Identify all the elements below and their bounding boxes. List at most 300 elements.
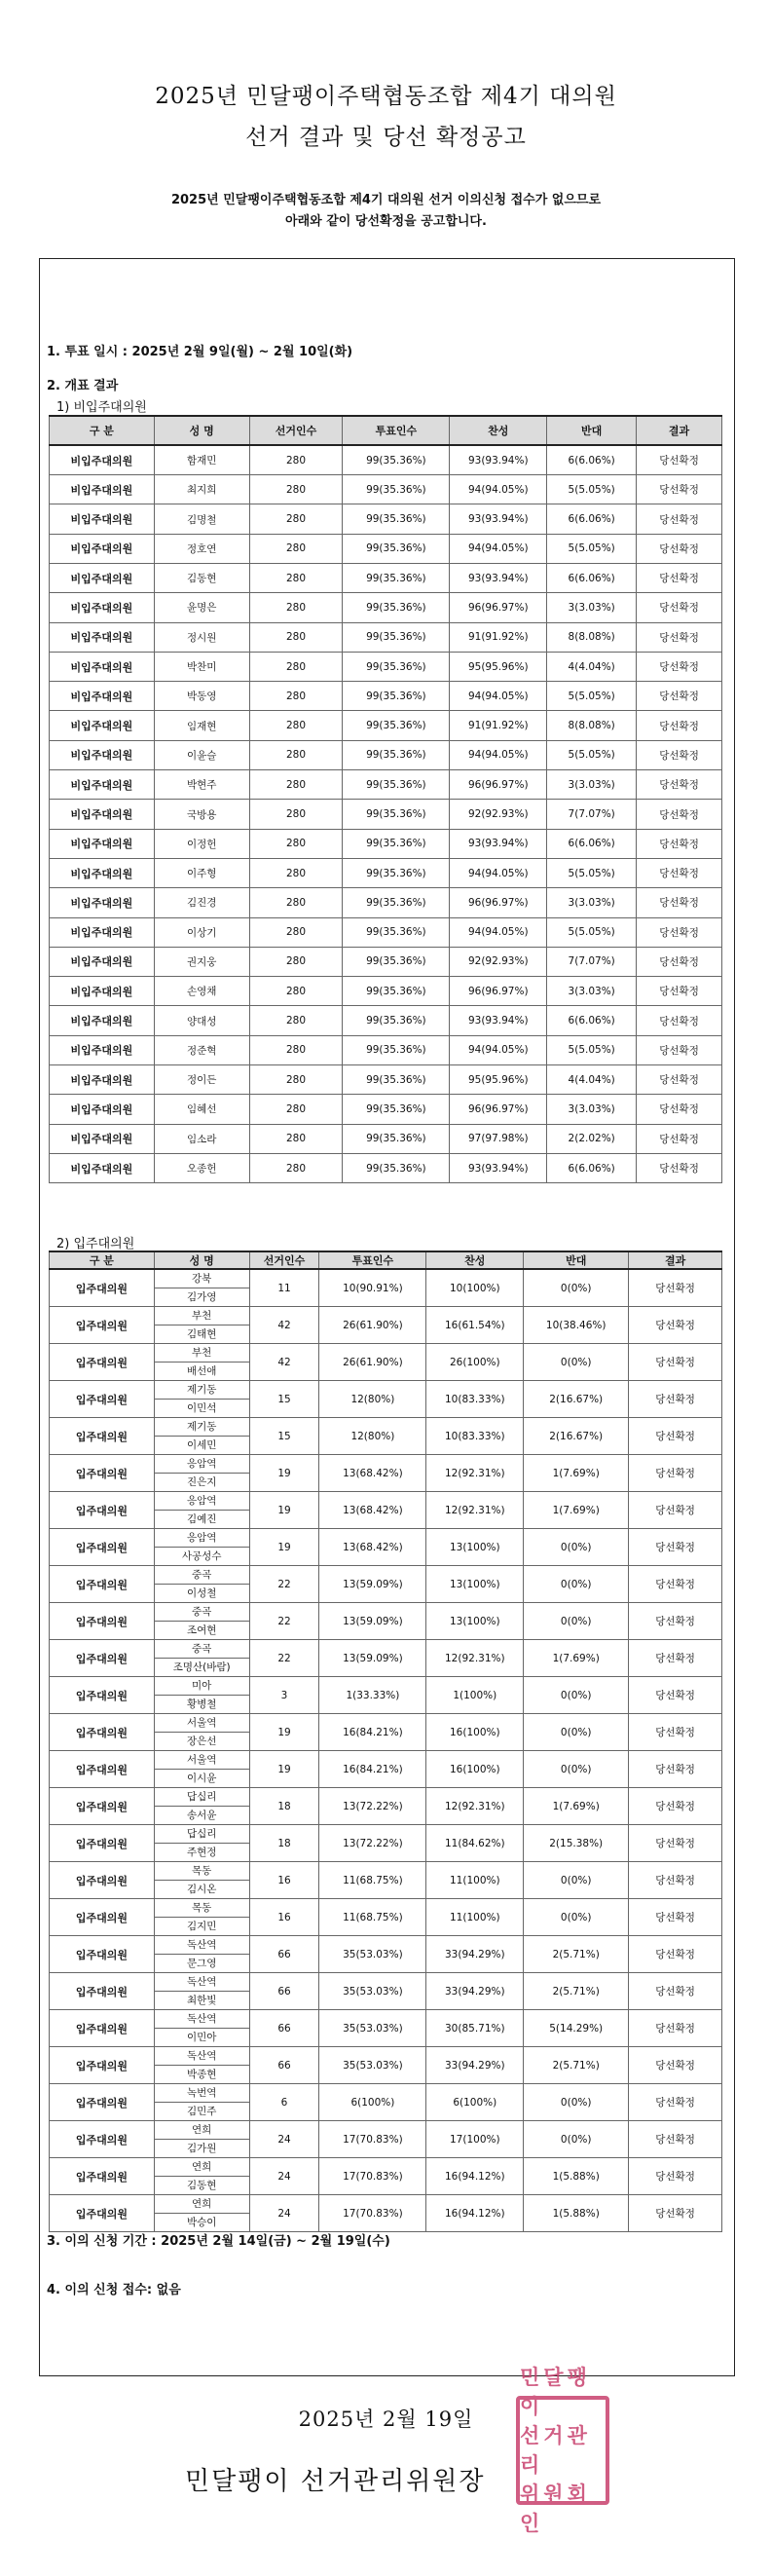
objection-period-heading: 3. 이의 신청 기간 : 2025년 2월 14일(금) ~ 2월 19일(수) (47, 2234, 390, 2249)
cell-oppose: 3(3.03%) (547, 888, 637, 917)
cell-oppose: 4(4.04%) (547, 652, 637, 681)
cell-name: 김태현 (186, 1327, 217, 1340)
cell-name: 이시윤 (186, 1772, 217, 1784)
cell-result: 당선확정 (629, 1269, 722, 1307)
cell-voters: 18 (249, 1825, 319, 1862)
table-row (50, 1529, 722, 1566)
table-row (50, 1566, 722, 1603)
cell-approve: 12(92.31%) (426, 1788, 524, 1825)
cell-turnout: 99(35.36%) (343, 1153, 450, 1182)
cell-name: 임혜선 (154, 1095, 249, 1124)
cell-name: 사공성수 (181, 1549, 222, 1562)
house-name-stack (155, 1862, 249, 1898)
cell-oppose: 0(0%) (524, 1862, 629, 1899)
cell-result: 당선확정 (637, 622, 722, 652)
table-row (50, 1677, 722, 1714)
cell-house: 제기동 (155, 1418, 249, 1437)
cell-category: 비입주대의원 (50, 593, 155, 622)
cell-house-name (154, 2084, 249, 2121)
cell-approve: 10(83.33%) (426, 1418, 524, 1455)
cell-voters: 42 (249, 1307, 319, 1344)
cell-house-name (154, 1529, 249, 1566)
cell-house: 응암역 (155, 1492, 249, 1511)
cell-voters: 24 (249, 2121, 319, 2158)
table-row (50, 1973, 722, 2010)
cell-result: 당선확정 (637, 1006, 722, 1035)
cell-voters: 66 (249, 1973, 319, 2010)
cell-house: 답십리 (155, 1788, 249, 1807)
cell-approve: 30(85.71%) (426, 2010, 524, 2047)
cell-approve: 33(94.29%) (426, 1973, 524, 2010)
cell-name: 김시온 (186, 1883, 217, 1895)
cell-category: 입주대의원 (50, 1899, 155, 1936)
cell-voters: 19 (249, 1529, 319, 1566)
cell-category: 입주대의원 (50, 1455, 155, 1492)
cell-result: 당선확정 (637, 711, 722, 740)
table-row (50, 445, 722, 474)
table-row (50, 1307, 722, 1344)
cell-oppose: 2(15.38%) (524, 1825, 629, 1862)
cell-category: 비입주대의원 (50, 622, 155, 652)
cell-approve: 97(97.98%) (450, 1124, 547, 1153)
cell-turnout: 99(35.36%) (343, 1006, 450, 1035)
cell-turnout: 99(35.36%) (343, 1124, 450, 1153)
cell-name: 김예진 (186, 1512, 217, 1525)
cell-turnout: 99(35.36%) (343, 829, 450, 858)
cell-approve: 96(96.97%) (450, 888, 547, 917)
cell-oppose: 5(5.05%) (547, 740, 637, 769)
cell-house: 중곡 (155, 1640, 249, 1659)
header-voters: 선거인수 (249, 1251, 319, 1269)
cell-oppose: 1(5.88%) (524, 2195, 629, 2232)
cell-approve: 93(93.94%) (450, 1006, 547, 1035)
cell-turnout: 13(68.42%) (319, 1455, 426, 1492)
cell-voters: 280 (249, 445, 343, 474)
cell-house: 중곡 (155, 1566, 249, 1585)
cell-oppose: 3(3.03%) (547, 1095, 637, 1124)
table-row (50, 1035, 722, 1064)
cell-category: 입주대의원 (50, 1381, 155, 1418)
cell-name: 박찬미 (154, 652, 249, 681)
cell-approve: 94(94.05%) (450, 682, 547, 711)
cell-approve: 10(83.33%) (426, 1381, 524, 1418)
cell-approve: 11(84.62%) (426, 1825, 524, 1862)
cell-result: 당선확정 (629, 1751, 722, 1788)
header-voters: 선거인수 (249, 416, 343, 445)
cell-approve: 26(100%) (426, 1344, 524, 1381)
table-row (50, 917, 722, 947)
cell-house-name (154, 1307, 249, 1344)
cell-turnout: 26(61.90%) (319, 1344, 426, 1381)
cell-result: 당선확정 (637, 1095, 722, 1124)
cell-oppose: 5(5.05%) (547, 682, 637, 711)
cell-name: 김가영 (186, 1290, 217, 1303)
cell-oppose: 2(5.71%) (524, 2047, 629, 2084)
seal-text-line: 민달팽이 (520, 2365, 591, 2418)
cell-turnout: 99(35.36%) (343, 563, 450, 592)
cell-voters: 280 (249, 947, 343, 976)
cell-voters: 280 (249, 563, 343, 592)
cell-category: 비입주대의원 (50, 917, 155, 947)
house-name-stack (155, 1899, 249, 1935)
cell-turnout: 6(100%) (319, 2084, 426, 2121)
cell-name: 임재현 (154, 711, 249, 740)
cell-result: 당선확정 (637, 563, 722, 592)
table-row (50, 1269, 722, 1307)
cell-result: 당선확정 (637, 770, 722, 800)
cell-approve: 93(93.94%) (450, 829, 547, 858)
cell-turnout: 99(35.36%) (343, 888, 450, 917)
cell-category: 입주대의원 (50, 1640, 155, 1677)
table-row (50, 1788, 722, 1825)
table-row (50, 563, 722, 592)
cell-category: 비입주대의원 (50, 1035, 155, 1064)
cell-oppose: 0(0%) (524, 1344, 629, 1381)
cell-result: 당선확정 (637, 1035, 722, 1064)
cell-oppose: 6(6.06%) (547, 504, 637, 534)
house-name-stack (155, 1455, 249, 1491)
cell-turnout: 1(33.33%) (319, 1677, 426, 1714)
resident-results-table (49, 1251, 722, 2232)
cell-category: 입주대의원 (50, 1307, 155, 1344)
cell-turnout: 17(70.83%) (319, 2121, 426, 2158)
cell-name: 정시원 (154, 622, 249, 652)
cell-turnout: 13(72.22%) (319, 1788, 426, 1825)
cell-name: 임소라 (154, 1124, 249, 1153)
cell-approve: 13(100%) (426, 1566, 524, 1603)
cell-name: 조여현 (186, 1624, 217, 1636)
cell-voters: 66 (249, 2047, 319, 2084)
header-turnout: 투표인수 (343, 416, 450, 445)
table-row (50, 504, 722, 534)
cell-oppose: 8(8.08%) (547, 622, 637, 652)
header-approve: 찬성 (450, 416, 547, 445)
cell-voters: 19 (249, 1714, 319, 1751)
cell-turnout: 13(59.09%) (319, 1640, 426, 1677)
cell-category: 비입주대의원 (50, 947, 155, 976)
cell-house-name (154, 2010, 249, 2047)
cell-approve: 95(95.96%) (450, 1065, 547, 1095)
cell-house: 목동 (155, 1899, 249, 1918)
results-heading: 2. 개표 결과 (47, 379, 119, 393)
cell-result: 당선확정 (629, 1788, 722, 1825)
cell-result: 당선확정 (629, 1825, 722, 1862)
cell-house: 연희 (155, 2195, 249, 2214)
house-name-stack (155, 1751, 249, 1787)
table-row (50, 1381, 722, 1418)
table-row (50, 2010, 722, 2047)
house-name-stack (155, 1973, 249, 2009)
cell-category: 비입주대의원 (50, 504, 155, 534)
header-category: 구 분 (50, 416, 155, 445)
cell-voters: 280 (249, 977, 343, 1006)
cell-house: 서울역 (155, 1751, 249, 1770)
cell-result: 당선확정 (629, 1677, 722, 1714)
house-name-stack (155, 1418, 249, 1454)
cell-approve: 16(94.12%) (426, 2195, 524, 2232)
cell-name: 정이든 (154, 1065, 249, 1095)
cell-approve: 96(96.97%) (450, 977, 547, 1006)
cell-turnout: 99(35.36%) (343, 977, 450, 1006)
cell-turnout: 13(72.22%) (319, 1825, 426, 1862)
cell-result: 당선확정 (637, 652, 722, 681)
cell-voters: 42 (249, 1344, 319, 1381)
cell-voters: 6 (249, 2084, 319, 2121)
cell-house-name (154, 1603, 249, 1640)
cell-result: 당선확정 (629, 1603, 722, 1640)
cell-house-name (154, 1862, 249, 1899)
cell-result: 당선확정 (637, 504, 722, 534)
cell-house: 응암역 (155, 1455, 249, 1474)
cell-category: 비입주대의원 (50, 563, 155, 592)
table-row (50, 770, 722, 800)
cell-category: 입주대의원 (50, 2084, 155, 2121)
cell-name: 송서윤 (186, 1809, 217, 1821)
cell-approve: 11(100%) (426, 1862, 524, 1899)
table-row (50, 2158, 722, 2195)
cell-result: 당선확정 (637, 682, 722, 711)
cell-result: 당선확정 (629, 1862, 722, 1899)
header-approve: 찬성 (426, 1251, 524, 1269)
cell-voters: 280 (249, 1153, 343, 1182)
cell-name: 배선애 (186, 1364, 217, 1377)
cell-voters: 280 (249, 504, 343, 534)
cell-oppose: 0(0%) (524, 1603, 629, 1640)
cell-voters: 280 (249, 593, 343, 622)
cell-name: 이민석 (186, 1401, 217, 1414)
header-oppose: 반대 (524, 1251, 629, 1269)
cell-result: 당선확정 (629, 1492, 722, 1529)
house-name-stack (155, 1936, 249, 1972)
header-result: 결과 (637, 416, 722, 445)
cell-approve: 94(94.05%) (450, 475, 547, 504)
cell-voters: 280 (249, 1124, 343, 1153)
cell-turnout: 99(35.36%) (343, 1035, 450, 1064)
cell-oppose: 8(8.08%) (547, 711, 637, 740)
cell-category: 입주대의원 (50, 1751, 155, 1788)
cell-oppose: 5(5.05%) (547, 917, 637, 947)
cell-approve: 12(92.31%) (426, 1492, 524, 1529)
cell-voters: 19 (249, 1455, 319, 1492)
cell-voters: 24 (249, 2158, 319, 2195)
cell-name: 이정헌 (154, 829, 249, 858)
table-row (50, 1714, 722, 1751)
cell-name: 함재민 (154, 445, 249, 474)
table-row (50, 1862, 722, 1899)
cell-house-name (154, 2047, 249, 2084)
table-row (50, 652, 722, 681)
cell-house: 목동 (155, 1862, 249, 1881)
cell-house-name (154, 1714, 249, 1751)
table-row (50, 947, 722, 976)
cell-category: 입주대의원 (50, 1973, 155, 2010)
cell-oppose: 0(0%) (524, 1899, 629, 1936)
table-row (50, 1825, 722, 1862)
cell-turnout: 10(90.91%) (319, 1269, 426, 1307)
cell-name: 손영채 (154, 977, 249, 1006)
table-row (50, 1006, 722, 1035)
cell-turnout: 35(53.03%) (319, 1973, 426, 2010)
announcement-date: 2025년 2월 19일 (298, 2408, 474, 2431)
cell-oppose: 1(7.69%) (524, 1492, 629, 1529)
cell-turnout: 99(35.36%) (343, 770, 450, 800)
cell-name: 박승이 (186, 2216, 217, 2228)
cell-voters: 280 (249, 534, 343, 563)
table-row (50, 1095, 722, 1124)
table-row (50, 2195, 722, 2232)
cell-house: 미아 (155, 1677, 249, 1696)
cell-oppose: 5(5.05%) (547, 534, 637, 563)
table-header-row (50, 1251, 722, 1269)
non-resident-results-table (49, 415, 722, 1183)
cell-category: 비입주대의원 (50, 977, 155, 1006)
cell-oppose: 6(6.06%) (547, 1153, 637, 1182)
table-row (50, 711, 722, 740)
cell-category: 비입주대의원 (50, 475, 155, 504)
objection-received-heading: 4. 이의 신청 접수: 없음 (47, 2283, 181, 2297)
cell-result: 당선확정 (629, 1714, 722, 1751)
cell-voters: 24 (249, 2195, 319, 2232)
cell-turnout: 17(70.83%) (319, 2195, 426, 2232)
table-row (50, 858, 722, 887)
cell-approve: 93(93.94%) (450, 1153, 547, 1182)
cell-voters: 280 (249, 1035, 343, 1064)
cell-category: 비입주대의원 (50, 652, 155, 681)
cell-result: 당선확정 (637, 947, 722, 976)
cell-category: 비입주대의원 (50, 711, 155, 740)
cell-result: 당선확정 (629, 2195, 722, 2232)
house-name-stack (155, 1603, 249, 1639)
table-row (50, 1153, 722, 1182)
cell-approve: 94(94.05%) (450, 534, 547, 563)
cell-name: 이상기 (154, 917, 249, 947)
cell-house: 독산역 (155, 1973, 249, 1992)
cell-result: 당선확정 (629, 1529, 722, 1566)
cell-category: 비입주대의원 (50, 445, 155, 474)
cell-name: 이윤슬 (154, 740, 249, 769)
cell-voters: 280 (249, 1065, 343, 1095)
cell-category: 입주대의원 (50, 1603, 155, 1640)
cell-voters: 16 (249, 1899, 319, 1936)
cell-turnout: 35(53.03%) (319, 1936, 426, 1973)
cell-house: 연희 (155, 2121, 249, 2140)
cell-category: 비입주대의원 (50, 858, 155, 887)
house-name-stack (155, 1640, 249, 1676)
cell-name: 진은지 (186, 1475, 217, 1488)
cell-house-name (154, 1677, 249, 1714)
cell-name: 이성철 (186, 1587, 217, 1599)
cell-oppose: 10(38.46%) (524, 1307, 629, 1344)
cell-category: 비입주대의원 (50, 682, 155, 711)
cell-name: 황병철 (186, 1698, 217, 1710)
cell-house-name (154, 1640, 249, 1677)
cell-house-name (154, 1751, 249, 1788)
cell-turnout: 26(61.90%) (319, 1307, 426, 1344)
cell-approve: 94(94.05%) (450, 740, 547, 769)
cell-name: 정준혁 (154, 1035, 249, 1064)
cell-turnout: 13(59.09%) (319, 1603, 426, 1640)
cell-turnout: 99(35.36%) (343, 622, 450, 652)
cell-turnout: 99(35.36%) (343, 652, 450, 681)
cell-house-name (154, 1418, 249, 1455)
cell-approve: 16(61.54%) (426, 1307, 524, 1344)
cell-category: 비입주대의원 (50, 1006, 155, 1035)
cell-name: 김민주 (186, 2105, 217, 2117)
cell-approve: 12(92.31%) (426, 1640, 524, 1677)
cell-oppose: 1(7.69%) (524, 1455, 629, 1492)
cell-result: 당선확정 (629, 2158, 722, 2195)
table-row (50, 888, 722, 917)
cell-oppose: 3(3.03%) (547, 977, 637, 1006)
cell-oppose: 6(6.06%) (547, 563, 637, 592)
cell-approve: 96(96.97%) (450, 1095, 547, 1124)
table-row (50, 800, 722, 829)
cell-house-name (154, 1269, 249, 1307)
cell-category: 비입주대의원 (50, 1153, 155, 1182)
cell-result: 당선확정 (637, 534, 722, 563)
house-name-stack (155, 1677, 249, 1713)
cell-result: 당선확정 (629, 1640, 722, 1677)
seal-text-line: 위원회인 (520, 2482, 591, 2535)
house-name-stack (155, 2158, 249, 2194)
cell-turnout: 99(35.36%) (343, 445, 450, 474)
cell-oppose: 2(16.67%) (524, 1381, 629, 1418)
cell-name: 김명철 (154, 504, 249, 534)
cell-oppose: 5(5.05%) (547, 858, 637, 887)
cell-voters: 11 (249, 1269, 319, 1307)
cell-approve: 17(100%) (426, 2121, 524, 2158)
cell-category: 입주대의원 (50, 1566, 155, 1603)
cell-house-name (154, 1936, 249, 1973)
cell-oppose: 1(7.69%) (524, 1788, 629, 1825)
cell-voters: 280 (249, 770, 343, 800)
cell-approve: 33(94.29%) (426, 2047, 524, 2084)
cell-house: 독산역 (155, 2047, 249, 2066)
cell-voters: 18 (249, 1788, 319, 1825)
cell-name: 박종현 (186, 2068, 217, 2080)
cell-approve: 95(95.96%) (450, 652, 547, 681)
cell-voters: 280 (249, 1006, 343, 1035)
cell-house: 강북 (155, 1270, 249, 1288)
cell-house: 독산역 (155, 1936, 249, 1955)
cell-turnout: 13(59.09%) (319, 1566, 426, 1603)
cell-name: 이민아 (186, 2031, 217, 2043)
cell-result: 당선확정 (629, 1418, 722, 1455)
house-name-stack (155, 1492, 249, 1528)
cell-name: 최지희 (154, 475, 249, 504)
cell-oppose: 1(5.88%) (524, 2158, 629, 2195)
cell-category: 입주대의원 (50, 2121, 155, 2158)
cell-category: 입주대의원 (50, 1269, 155, 1307)
cell-house: 답십리 (155, 1825, 249, 1844)
document-title-line2: 선거 결과 및 당선 확정공고 (245, 125, 527, 150)
table-row (50, 682, 722, 711)
cell-category: 입주대의원 (50, 1677, 155, 1714)
table-row (50, 1603, 722, 1640)
cell-approve: 12(92.31%) (426, 1455, 524, 1492)
cell-approve: 16(100%) (426, 1751, 524, 1788)
cell-name: 장은선 (186, 1735, 217, 1747)
cell-oppose: 2(5.71%) (524, 1973, 629, 2010)
cell-result: 당선확정 (629, 1566, 722, 1603)
cell-name: 김동현 (154, 563, 249, 592)
cell-category: 입주대의원 (50, 1788, 155, 1825)
intro-text-line1: 2025년 민달팽이주택협동조합 제4기 대의원 선거 이의신청 접수가 없으므로 (170, 193, 602, 207)
cell-approve: 16(100%) (426, 1714, 524, 1751)
cell-oppose: 5(5.05%) (547, 475, 637, 504)
cell-result: 당선확정 (637, 977, 722, 1006)
table-row (50, 534, 722, 563)
